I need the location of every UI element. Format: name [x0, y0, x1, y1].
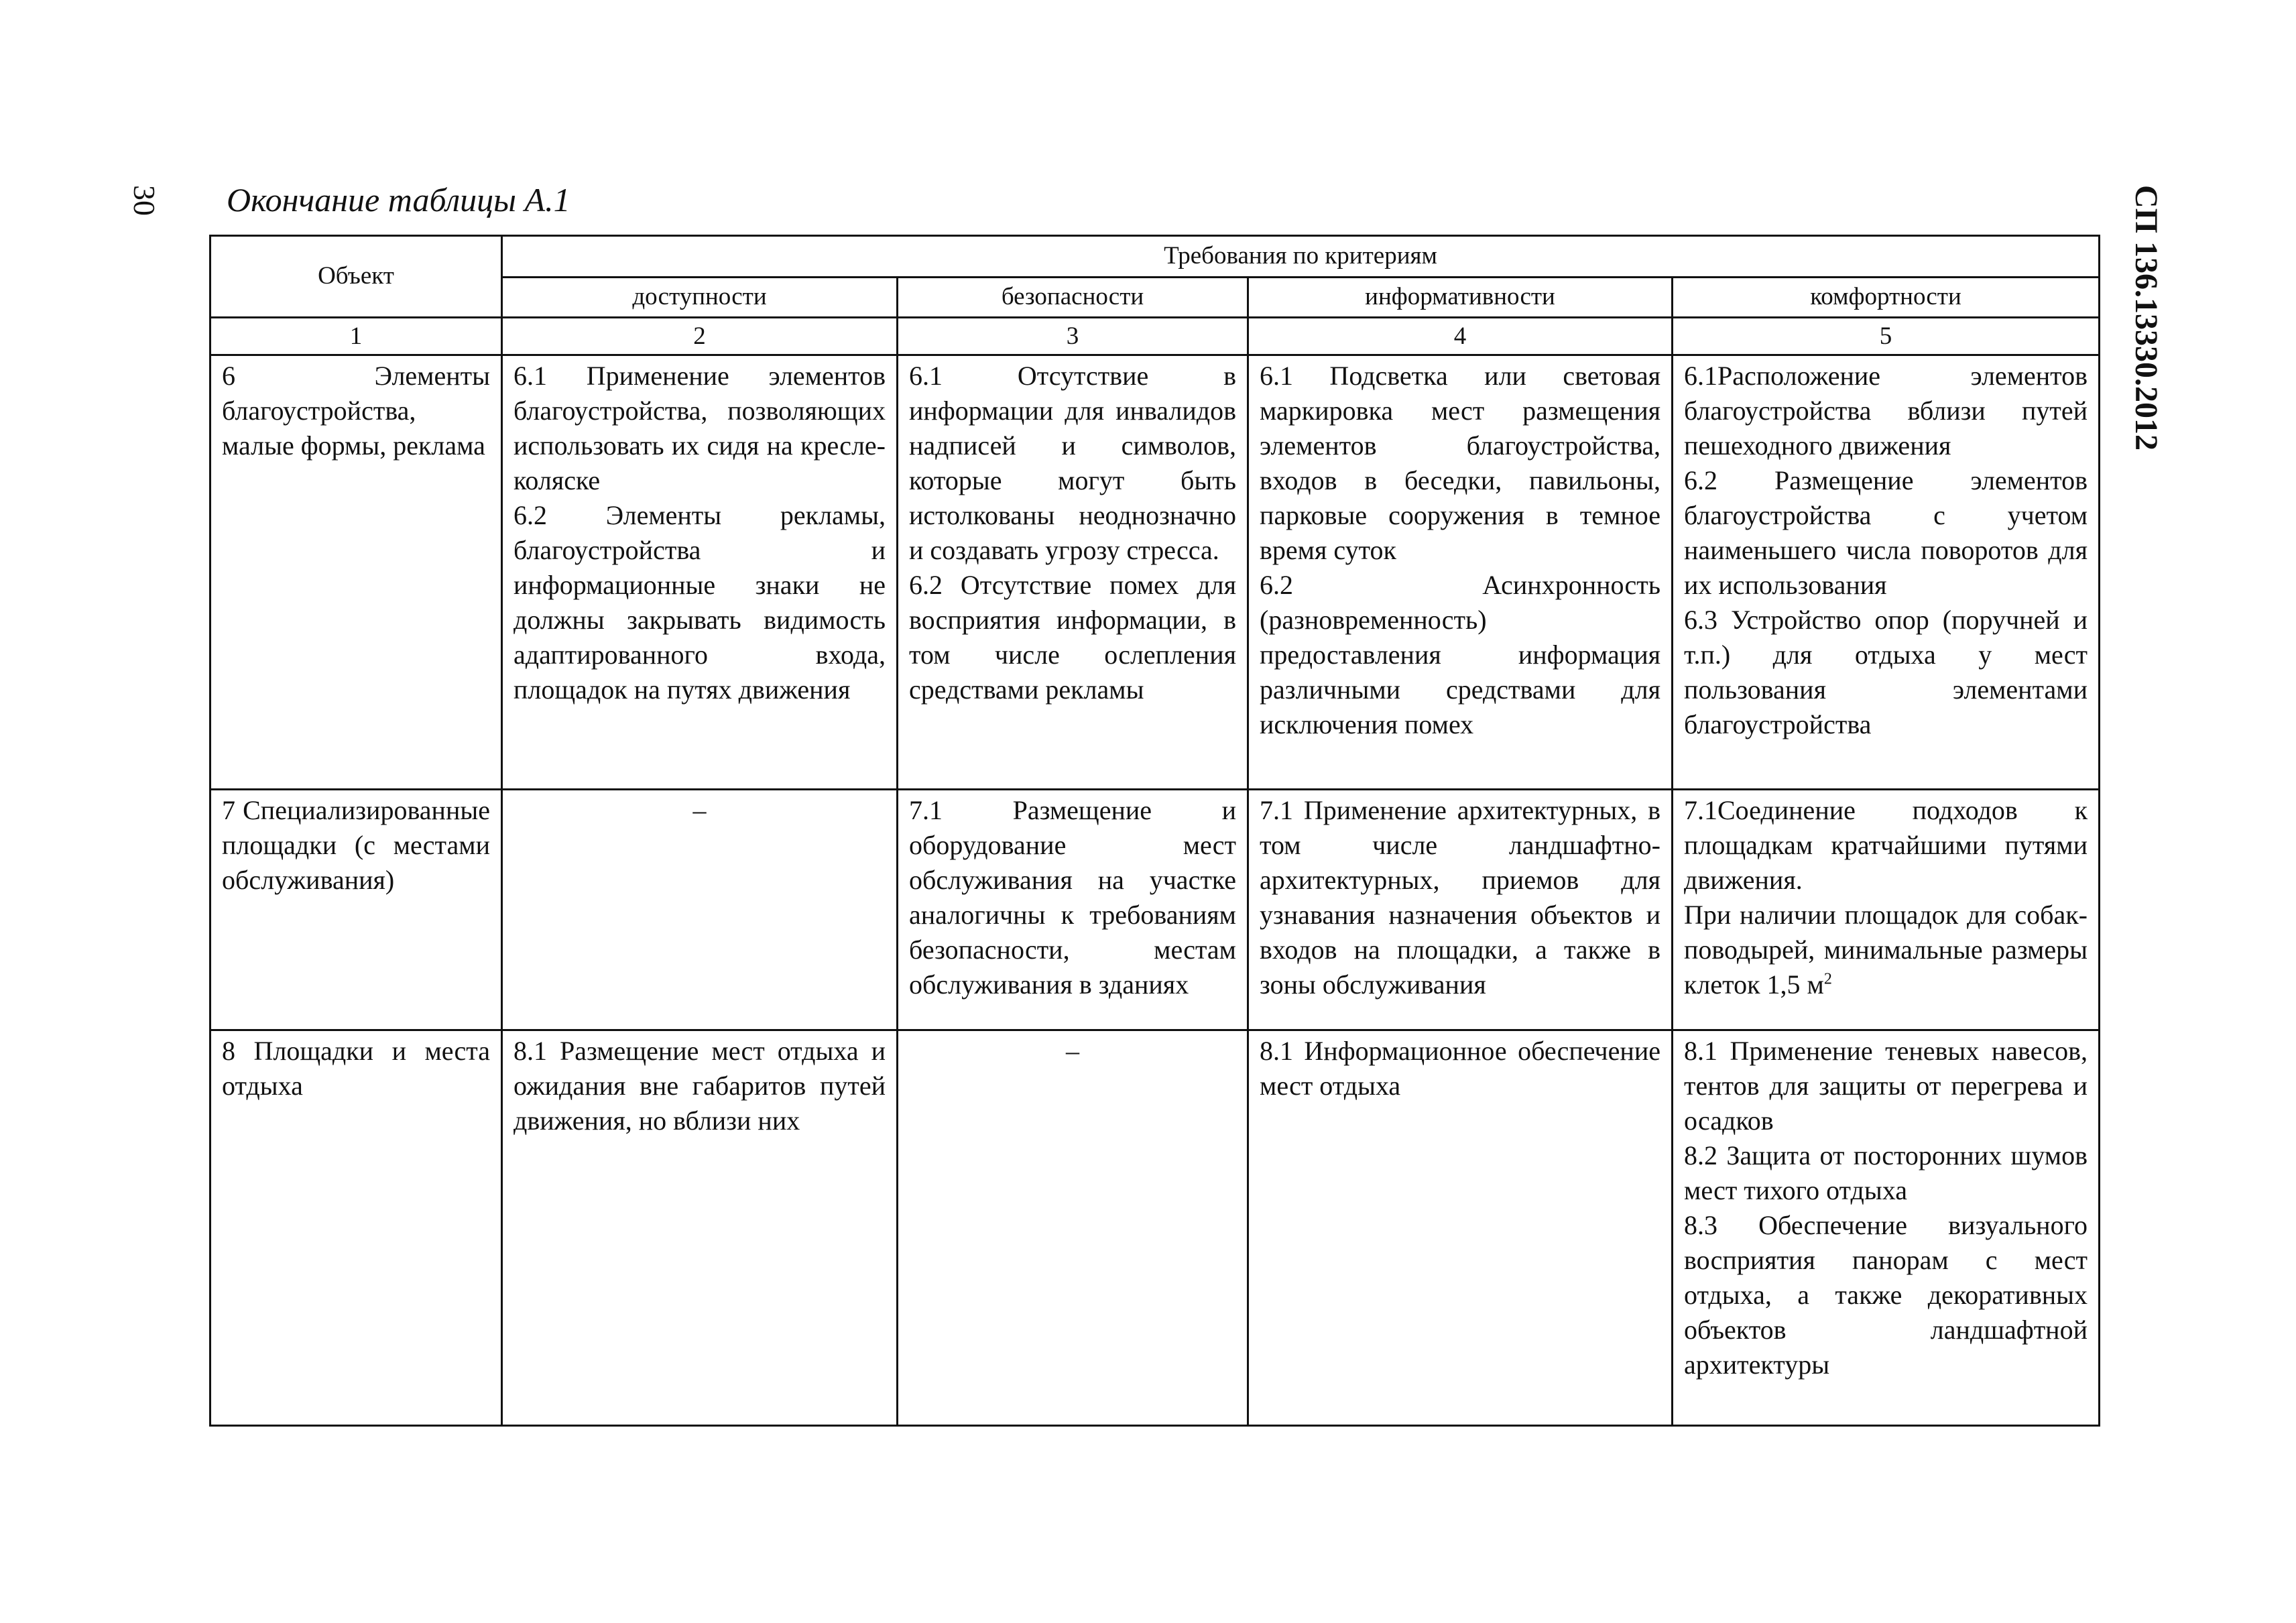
accessibility-cell: 6.1 Применение элементов благоустройства, позволяющих использовать их сидя на кресле-коляске 6.2 Элементы рекламы, благоустройства и информационные знаки не должны закрывать видимость адаптированного входа, площадок на путях движения: [502, 355, 898, 790]
header-comfort: комфортности: [1673, 278, 2100, 318]
document-code: СП 136.13330.2012: [2128, 185, 2164, 450]
object-cell: 6 Элементы благоустройства, малые формы, реклама: [210, 355, 502, 790]
accessibility-cell: –: [502, 790, 898, 1030]
column-number: 4: [1248, 318, 1673, 355]
column-number: 2: [502, 318, 898, 355]
column-number: 5: [1673, 318, 2100, 355]
table-row: [210, 1030, 2100, 1425]
header-criteria-group: Требования по критериям: [502, 236, 2100, 278]
table-row: [210, 355, 2100, 790]
safety-cell: 7.1 Размещение и оборудование мест обслуживания на участке аналогичны к требованиям безопасности, местам обслуживания в зданиях: [898, 790, 1248, 1030]
superscript: 2: [1823, 971, 1832, 989]
informativeness-cell: 7.1 Применение архитектурных, в том числе ландшафтно-архитектурных, приемов для узнавания назначения объектов и входов на площадки, а также в зоны обслуживания: [1248, 790, 1673, 1030]
informativeness-cell: 6.1 Подсветка или световая маркировка мест размещения элементов благоустройства, входов в беседки, павильоны, парковые сооружения в темное время суток 6.2 Асинхронность (разновременность) предоставления информация различными средствами для исключения помех: [1248, 355, 1673, 790]
informativeness-cell: 8.1 Информационное обеспечение мест отдыха: [1248, 1030, 1673, 1425]
header-safety: безопасности: [898, 278, 1248, 318]
column-number: 3: [898, 318, 1248, 355]
table-row: [210, 790, 2100, 1030]
header-informativeness: информативности: [1248, 278, 1673, 318]
comfort-cell: 6.1Расположение элементов благоустройства вблизи путей пешеходного движения 6.2 Размещение элементов благоустройства с учетом наименьшего числа поворотов для их использования 6.3 Устройство опор (поручней и т.п.) для отдыха у мест пользования элементами благоустройства: [1673, 355, 2100, 790]
object-cell: 7 Специализированные площадки (с местами обслуживания): [210, 790, 502, 1030]
safety-cell: –: [898, 1030, 1248, 1425]
column-number: 1: [210, 318, 502, 355]
comfort-cell: 8.1 Применение теневых навесов, тентов для защиты от перегрева и осадков 8.2 Защита от посторонних шумов мест тихого отдыха 8.3 Обеспечение визуального восприятия панорам с мест отдыха, а также декоративных объектов ландшафтной архитектуры: [1673, 1030, 2100, 1425]
accessibility-cell: 8.1 Размещение мест отдыха и ожидания вне габаритов путей движения, но вблизи них: [502, 1030, 898, 1425]
safety-cell: 6.1 Отсутствие в информации для инвалидов надписей и символов, которые могут быть истолкованы неоднозначно и создавать угрозу стресса. 6.2 Отсутствие помех для восприятия информации, в том числе ослепления средствами рекламы: [898, 355, 1248, 790]
page-number: 30: [127, 185, 162, 216]
header-object: Объект: [210, 236, 502, 318]
header-accessibility: доступности: [502, 278, 898, 318]
table-caption: Окончание таблицы А.1: [227, 181, 570, 219]
comfort-cell: 7.1Соединение подходов к площадкам кратчайшими путями движения. При наличии площадок для собак-поводырей, минимальные размеры клеток 1,5 $м^2$: [1673, 790, 2100, 1030]
object-cell: 8 Площадки и места отдыха: [210, 1030, 502, 1425]
requirements-table: [209, 235, 2100, 1427]
